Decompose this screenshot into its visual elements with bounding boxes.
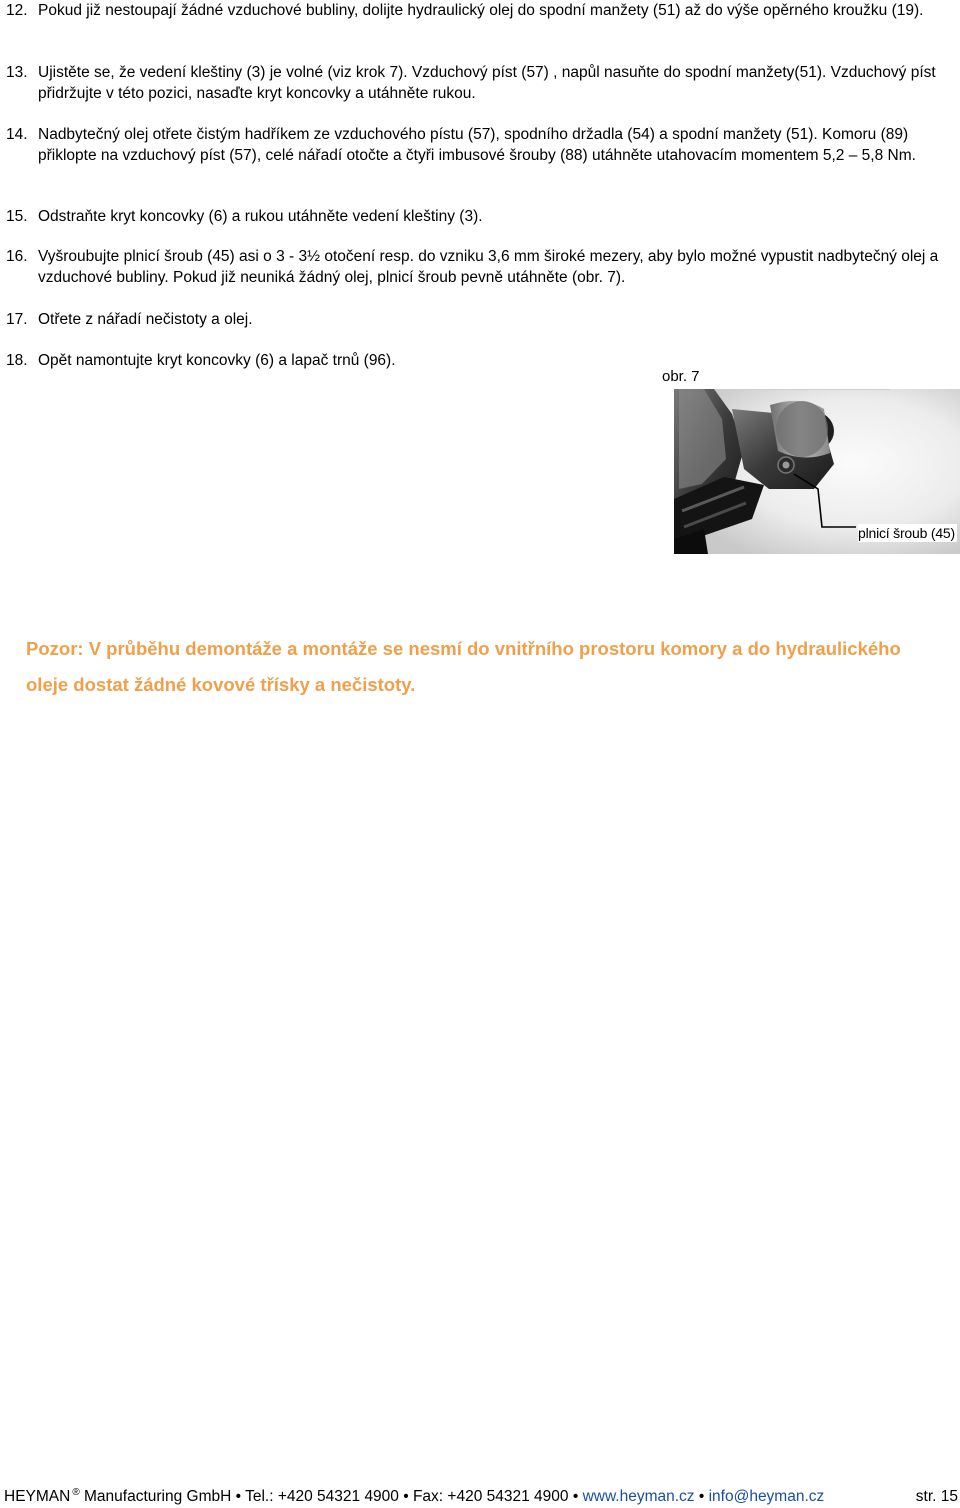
registered-mark: ®: [72, 1487, 80, 1498]
footer-contact: [4, 1486, 824, 1508]
step-text: Otřete z nářadí nečistoty a olej.: [38, 311, 253, 328]
step-text: Nadbytečný olej otřete čistým hadříkem ze vzduchového pístu (57), spodního držadla (54) a spodní manžety (51). Komoru (89) přiklopte na vzduchový píst (57), celé nářadí otočte a čtyři imbusové šrouby (88) utáhněte utahovacím momentem 5,2 – 5,8 Nm.: [38, 126, 916, 164]
footer-separator: •: [694, 1488, 709, 1505]
email-link[interactable]: info@heyman.cz: [708, 1488, 825, 1505]
step-number: 13.: [6, 64, 28, 81]
warning-note: Pozor: V průběhu demontáže a montáže se nesmí do vnitřního prostoru komory a do hydraulického oleje dostat žádné kovové třísky a nečistoty.: [26, 638, 901, 695]
step-text: Ujistěte se, že vedení kleštiny (3) je volné (viz krok 7). Vzduchový píst (57) , napůl nasuňte do spodní manžety(51). Vzduchový píst přidržujte v této pozici, nasaďte kryt koncovky a utáhněte rukou.: [38, 64, 936, 102]
step-text: Vyšroubujte plnicí šroub (45) asi o 3 - 3½ otočení resp. do vzniku 3,6 mm široké mezery, aby bylo možné vypustit nadbytečný olej a vzduchové bubliny. Pokud již neuniká žádný olej, plnicí šroub pevně utáhněte (obr. 7).: [38, 248, 939, 286]
screw-callout: plnicí šroub (45): [858, 525, 955, 541]
company-contact-text: Manufacturing GmbH • Tel.: +420 54321 4900 • Fax: +420 54321 4900 •: [79, 1488, 583, 1505]
company-name: HEYMAN ®: [4, 1487, 80, 1505]
step-number: 18.: [6, 352, 28, 369]
step-number: 17.: [6, 311, 28, 328]
page-number: str. 15: [915, 1488, 958, 1505]
website-link[interactable]: www.heyman.cz: [582, 1488, 695, 1505]
figure-caption: obr. 7: [662, 368, 700, 385]
step-text: Odstraňte kryt koncovky (6) a rukou utáhněte vedení kleštiny (3).: [38, 208, 483, 225]
step-number: 16.: [6, 248, 28, 265]
step-number: 12.: [6, 2, 28, 19]
step-text: Opět namontujte kryt koncovky (6) a lapač trnů (96).: [38, 352, 396, 369]
step-number: 14.: [6, 126, 28, 143]
step-number: 15.: [6, 208, 28, 225]
page-footer: [4, 1486, 958, 1508]
step-text: Pokud již nestoupají žádné vzduchové bubliny, dolijte hydraulický olej do spodní manžety (51) až do výše opěrného kroužku (19).: [38, 2, 924, 19]
